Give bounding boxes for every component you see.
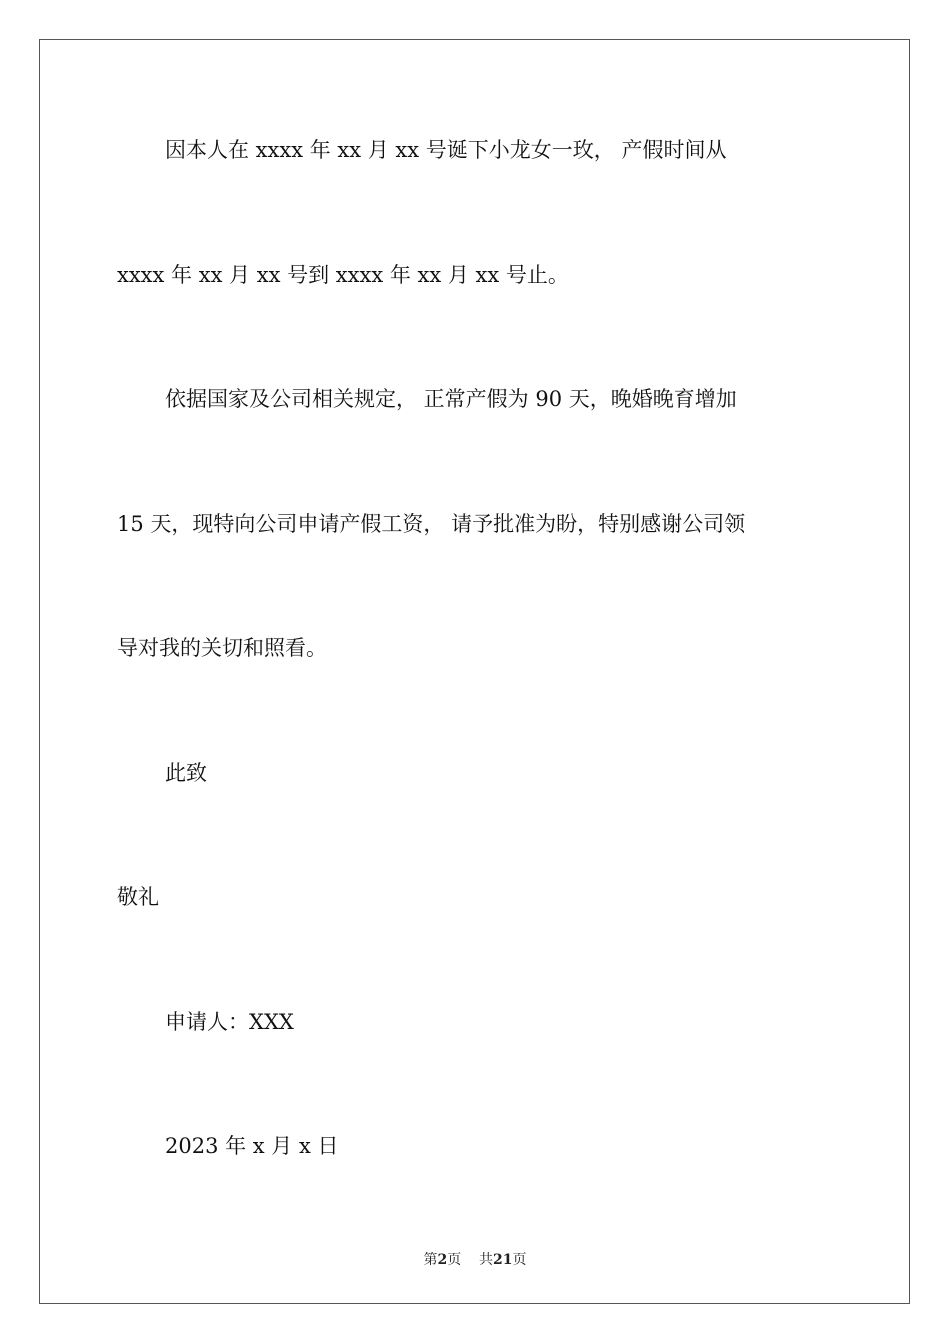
- page-frame: [39, 39, 910, 1304]
- date-line: 2023 年 x 月 x 日: [165, 1134, 339, 1158]
- salutation-line: 此致: [165, 761, 207, 785]
- body-line-5: 导对我的关切和照看。: [117, 636, 327, 660]
- closing-line: 敬礼: [117, 885, 159, 909]
- body-line-3: 依据国家及公司相关规定， 正常产假为 90 天，晚婚晚育增加: [165, 387, 737, 411]
- footer-page-suffix: 页: [447, 1252, 462, 1268]
- page-footer: [0, 1249, 950, 1269]
- footer-total-pages: 21: [493, 1252, 513, 1268]
- footer-page-prefix: 第: [423, 1252, 438, 1268]
- body-line-2: xxxx 年 xx 月 xx 号到 xxxx 年 xx 月 xx 号止。: [117, 263, 569, 287]
- body-line-1: 因本人在 xxxx 年 xx 月 xx 号诞下小龙女一玫， 产假时间从: [165, 138, 727, 162]
- footer-total-suffix: 页: [512, 1252, 527, 1268]
- footer-total-prefix: 共: [479, 1252, 494, 1268]
- body-line-4: 15 天，现特向公司申请产假工资， 请予批准为盼，特别感谢公司领: [117, 512, 746, 536]
- footer-current-page: 2: [437, 1252, 448, 1268]
- applicant-line: 申请人：XXX: [165, 1010, 294, 1034]
